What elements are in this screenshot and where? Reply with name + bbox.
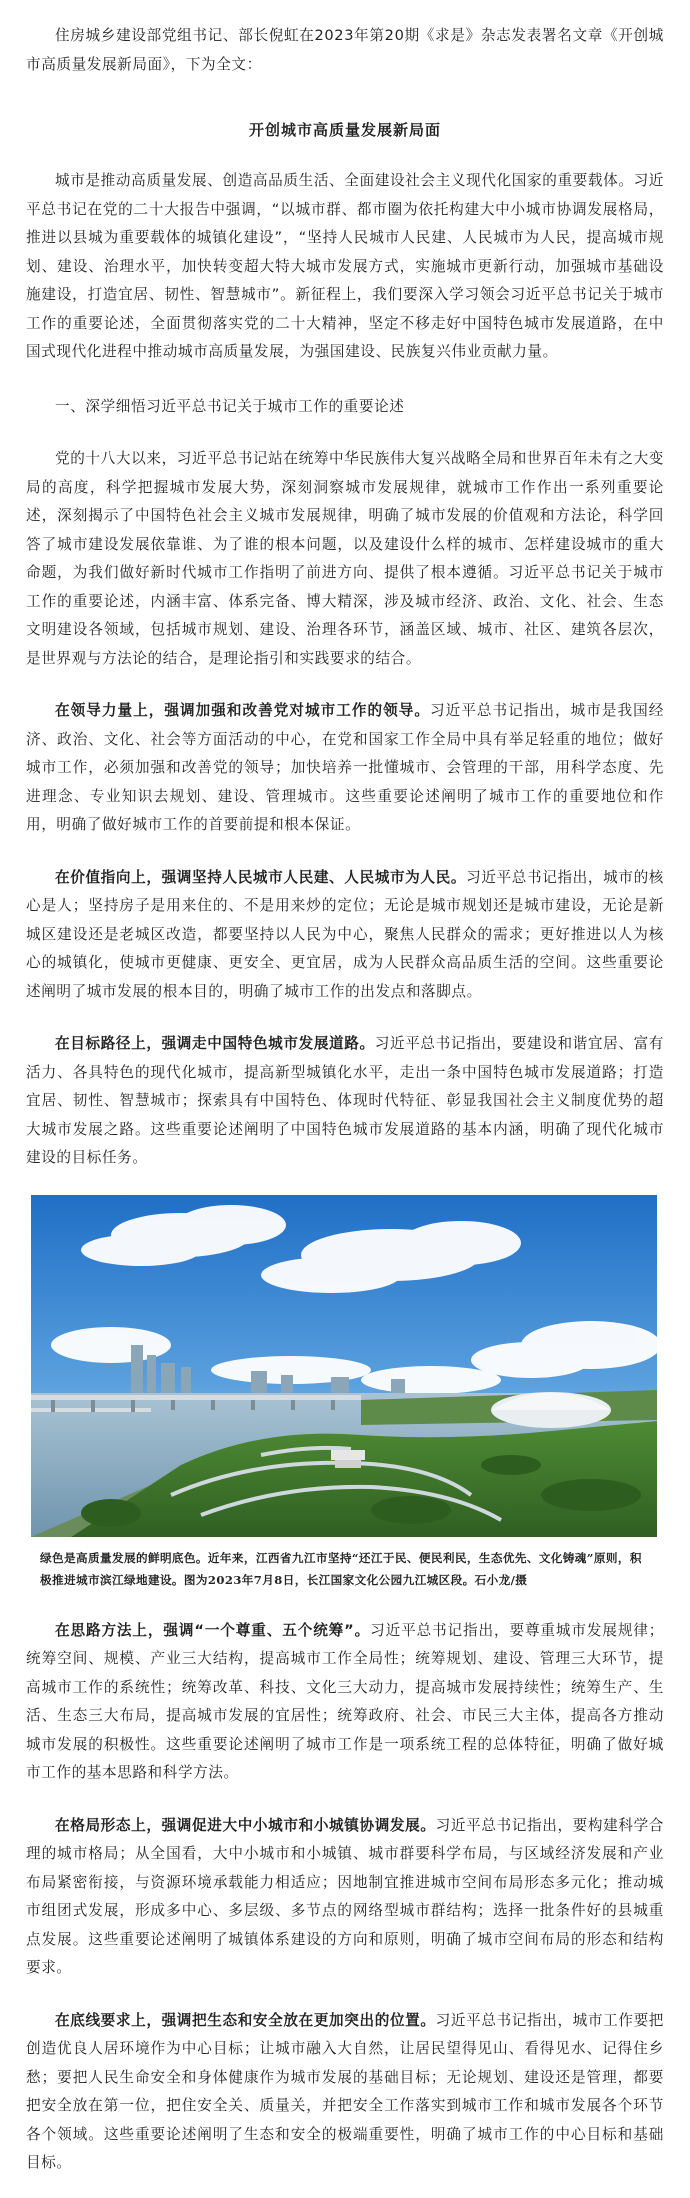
path-text: 习近平总书记指出，要建设和谐宜居、富有活力、各具特色的现代化城市，提高新型城镇化水平，走出一条中国特色城市发展道路；打造宜居、韧性、智慧城市；探索具有中国特色、体现时代特征、彰显我国社会主义制度优势的超大城市发展之路。这些重要论述阐明了中国特色城市发展道路的基本内涵，明确了现代化城市建设的目标任务。 <box>26 1035 665 1166</box>
form-lead-phrase: 在格局形态上，强调促进大中小城市和小城镇协调发展。 <box>55 1816 436 1834</box>
form-paragraph <box>26 1812 664 1983</box>
intro-paragraph: 城市是推动高质量发展、创造高品质生活、全面建设社会主义现代化国家的重要载体。习近平总书记在党的二十大报告中强调，“以城市群、都市圈为依托构建大中小城市协调发展格局，推进以县城为重要载体的城镇化建设”，“坚持人民城市人民建、人民城市为人民，提高城市规划、建设、治理水平，加快转变超大特大城市发展方式，实施城市更新行动，加强城市基础设施建设，打造宜居、韧性、智慧城市”。新征程上，我们要深入学习领会习近平总书记关于城市工作的重要论述，全面贯彻落实党的二十大精神，坚定不移走好中国特色城市发展道路，在中国式现代化进程中推动城市高质量发展，为强国建设、民族复兴伟业贡献力量。 <box>26 172 664 360</box>
article-title: 开创城市高质量发展新局面 <box>248 121 441 139</box>
leadership-text: 习近平总书记指出，城市是我国经济、政治、文化、社会等方面活动的中心，在党和国家工作全局中具有举足轻重的地位；做好城市工作，必须加强和改善党的领导；加快培养一批懂城市、会管理的干部，用科学态度、先进理念、专业知识去规划、建设、管理城市。这些重要论述阐明了城市工作的重要地位和作用，明确了做好城市工作的首要前提和根本保证。 <box>26 702 664 833</box>
path-lead-phrase: 在目标路径上，强调走中国特色城市发展道路。 <box>55 1035 375 1052</box>
method-lead-phrase: 在思路方法上，强调“一个尊重、五个统筹”。 <box>55 1621 371 1639</box>
path-paragraph <box>26 1030 664 1173</box>
method-paragraph <box>26 1617 664 1788</box>
values-paragraph <box>26 864 664 1007</box>
section-heading: 一、深学细悟习近平总书记关于城市工作的重要论述 <box>55 397 405 415</box>
bottom-line-paragraph <box>26 2007 664 2178</box>
section-body-paragraph: 党的十八大以来，习近平总书记站在统筹中华民族伟大复兴战略全局和世界百年未有之大变局的高度，科学把握城市发展大势，深刻洞察城市发展规律，就城市工作作出一系列重要论述，深刻揭示了中国特色社会主义城市发展规律，明确了城市发展的价值观和方法论，科学回答了城市建设发展依靠谁、为了谁的根本问题，以及建设什么样的城市、怎样建设城市的重大命题，为我们做好新时代城市工作指明了前进方向、提供了根本遵循。习近平总书记关于城市工作的重要论述，内涵丰富、体系完备、博大精深，涉及城市经济、政治、文化、社会、生态文明建设各领域，包括城市规划、建设、治理各环节，涵盖区域、城市、社区、建筑各层次，是世界观与方法论的结合，是理论指引和实践要求的结合。 <box>26 450 664 667</box>
photo-caption: 绿色是高质量发展的鲜明底色。近年来，江西省九江市坚持“还江于民、便民利民，生态优先、文化铸魂”原则，积极推进城市滨江绿地建设。图为2023年7月8日，长江国家文化公园九江城区段。石小龙/摄 <box>40 1550 642 1587</box>
leadership-lead-phrase: 在领导力量上，强调加强和改善党对城市工作的领导。 <box>55 702 431 719</box>
values-lead-phrase: 在价值指向上，强调坚持人民城市人民建、人民城市为人民。 <box>55 868 467 886</box>
values-text: 习近平总书记指出，城市的核心是人；坚持房子是用来住的、不是用来炒的定位；无论是城市规划还是城市建设，无论是新城区建设还是老城区改造，都要坚持以人民为中心，聚焦人民群众的需求；更好推进以人为核心的城镇化，使城市更健康、更安全、更宜居，成为人民群众高品质生活的空间。这些重要论述阐明了城市发展的根本目的，明确了城市工作的出发点和落脚点。 <box>26 868 664 1000</box>
bottom-line-text: 习近平总书记指出，城市工作要把创造优良人居环境作为中心目标；让城市融入大自然，让居民望得见山、看得见水、记得住乡愁；要把人民生命安全和身体健康作为城市发展的基础目标；无论规划、建设还是管理，都要把安全放在第一位，把住安全关、质量关，并把安全工作落实到城市工作和城市发展各个环节各个领域。这些重要论述阐明了生态和安全的极端重要性，明确了城市工作的中心目标和基础目标。 <box>26 2011 664 2171</box>
leadership-paragraph <box>26 697 664 840</box>
riverside-park-photo <box>31 1195 657 1537</box>
article-lead: 住房城乡建设部党组书记、部长倪虹在2023年第20期《求是》杂志发表署名文章《开创城市高质量发展新局面》，下为全文： <box>26 27 664 73</box>
bottom-line-lead-phrase: 在底线要求上，强调把生态和安全放在更加突出的位置。 <box>55 2011 436 2029</box>
method-text: 习近平总书记指出，要尊重城市发展规律；统筹空间、规模、产业三大结构，提高城市工作全局性；统筹规划、建设、管理三大环节，提高城市工作的系统性；统筹改革、科技、文化三大动力，提高城市发展持续性；统筹生产、生活、生态三大布局，提高城市发展的宜居性；统筹政府、社会、市民三大主体，提高各方推动城市发展的积极性。这些重要论述阐明了城市工作是一项系统工程的总体特征，明确了做好城市工作的基本思路和科学方法。 <box>26 1621 664 1781</box>
form-text: 习近平总书记指出，要构建科学合理的城市格局；从全国看，大中小城市和小城镇、城市群要科学布局，与区域经济发展和产业布局紧密衔接，与资源环境承载能力相适应；因地制宜推进城市空间布局形态多元化；推动城市组团式发展，形成多中心、多层级、多节点的网络型城市群结构；选择一批条件好的县城重点发展。这些重要论述阐明了城镇体系建设的方向和原则，明确了城市空间布局的形态和结构要求。 <box>26 1816 664 1976</box>
